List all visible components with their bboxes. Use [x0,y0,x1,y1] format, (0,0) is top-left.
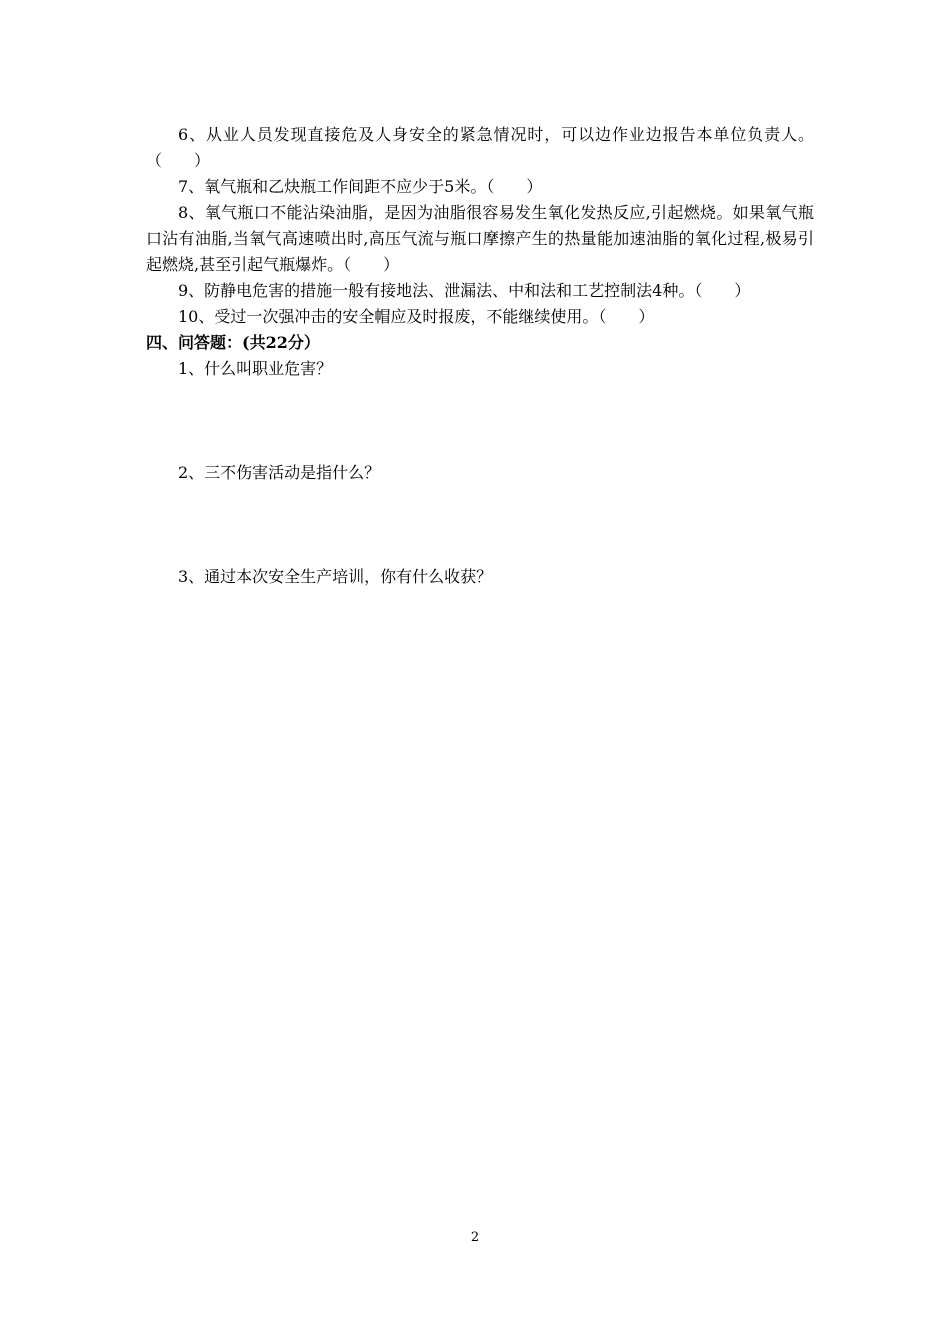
qa-question-2: 2、三不伤害活动是指什么？ [178,463,381,482]
judgement-item-8: 8、氧气瓶口不能沾染油脂，是因为油脂很容易发生氧化发热反应,引起燃烧。如果氧气瓶口沾有油脂,当氧气高速喷出时,高压气流与瓶口摩擦产生的热量能加速油脂的氧化过程,极易引起燃烧,甚至引起气瓶爆炸。（ ） [146,203,814,274]
page-number: 2 [470,1230,480,1245]
judgement-item-9: 9、防静电危害的措施一般有接地法、泄漏法、中和法和工艺控制法4种。（ ） [178,281,751,300]
judgement-item-10: 10、受过一次强冲击的安全帽应及时报废，不能继续使用。（ ） [178,307,655,326]
qa-question-3: 3、通过本次安全生产培训，你有什么收获？ [178,567,493,586]
judgement-item-6: 6、从业人员发现直接危及人身安全的紧急情况时，可以边作业边报告本单位负责人。（ ） [146,125,814,170]
section-heading-qa: 四、问答题：(共22分） [146,333,320,352]
judgement-item-7: 7、氧气瓶和乙炔瓶工作间距不应少于5米。（ ） [178,177,543,196]
answer-space-1 [146,382,814,460]
page-content [146,122,814,590]
qa-question-1: 1、什么叫职业危害？ [178,359,333,378]
answer-space-2 [146,486,814,564]
